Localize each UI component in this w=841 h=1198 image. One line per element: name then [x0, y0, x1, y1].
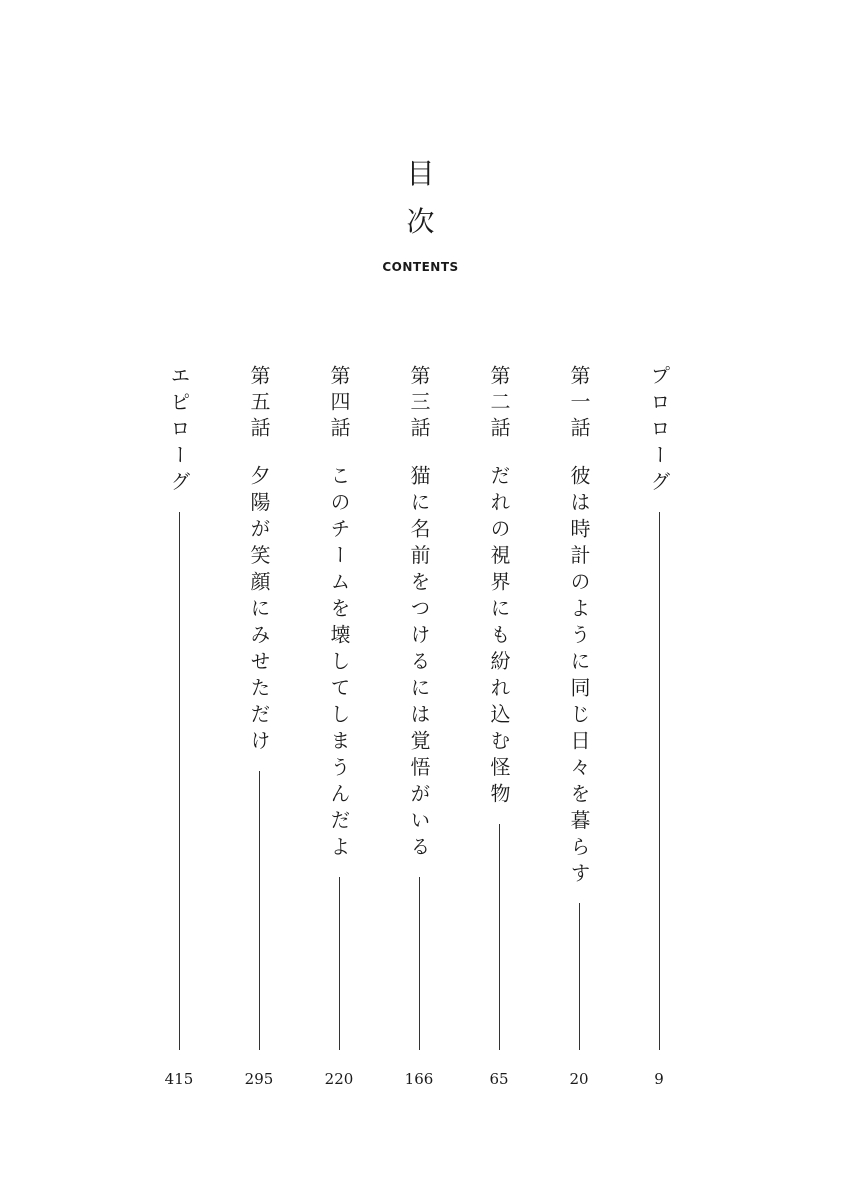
- toc-entry-label: 第五話: [247, 365, 271, 443]
- leader-line: [339, 877, 340, 1051]
- toc-entry-title: 彼は時計のように同じ日々を暮らす: [567, 465, 591, 889]
- toc-entry-chapter-1[interactable]: [564, 365, 594, 1090]
- toc-entry-chapter-4[interactable]: [324, 365, 354, 1090]
- title-char-moku: 目: [406, 157, 435, 190]
- title-char-ji: 次: [406, 205, 435, 238]
- toc-entry-chapter-5[interactable]: [244, 365, 274, 1090]
- leader-line: [659, 512, 660, 1051]
- page-number: 9: [654, 1070, 664, 1088]
- toc-entry-chapter-2[interactable]: [484, 365, 514, 1090]
- leader-line: [259, 771, 260, 1051]
- page-number: 220: [324, 1070, 354, 1088]
- toc-entry-title: だれの視界にも紛れ込む怪物: [487, 465, 511, 810]
- toc-entry-title: エピローグ: [167, 365, 191, 498]
- leader-line: [579, 903, 580, 1050]
- page-number: 166: [404, 1070, 434, 1088]
- page-subtitle: CONTENTS: [382, 260, 459, 274]
- toc-entry-label: 第三話: [407, 365, 431, 443]
- page-number: 415: [164, 1070, 194, 1088]
- table-of-contents: [0, 365, 841, 1125]
- toc-entry-title: 猫に名前をつけるには覚悟がいる: [407, 465, 431, 863]
- page-number: 65: [489, 1070, 509, 1088]
- toc-entry-title: 夕陽が笑顔にみせただけ: [247, 465, 271, 757]
- toc-entry-epilogue[interactable]: [164, 365, 194, 1090]
- toc-entry-label: 第四話: [327, 365, 351, 443]
- toc-entry-title: このチームを壊してしまうんだよ: [327, 465, 351, 863]
- toc-entry-label: 第二話: [487, 365, 511, 443]
- page-title: [0, 157, 841, 256]
- toc-entry-prologue[interactable]: [644, 365, 674, 1090]
- toc-entry-label: 第一話: [567, 365, 591, 443]
- toc-entry-chapter-3[interactable]: [404, 365, 434, 1090]
- page-number: 20: [569, 1070, 589, 1088]
- toc-entry-title: プロローグ: [647, 365, 671, 498]
- leader-line: [419, 877, 420, 1051]
- leader-line: [179, 512, 180, 1051]
- leader-line: [499, 824, 500, 1051]
- page-number: 295: [244, 1070, 274, 1088]
